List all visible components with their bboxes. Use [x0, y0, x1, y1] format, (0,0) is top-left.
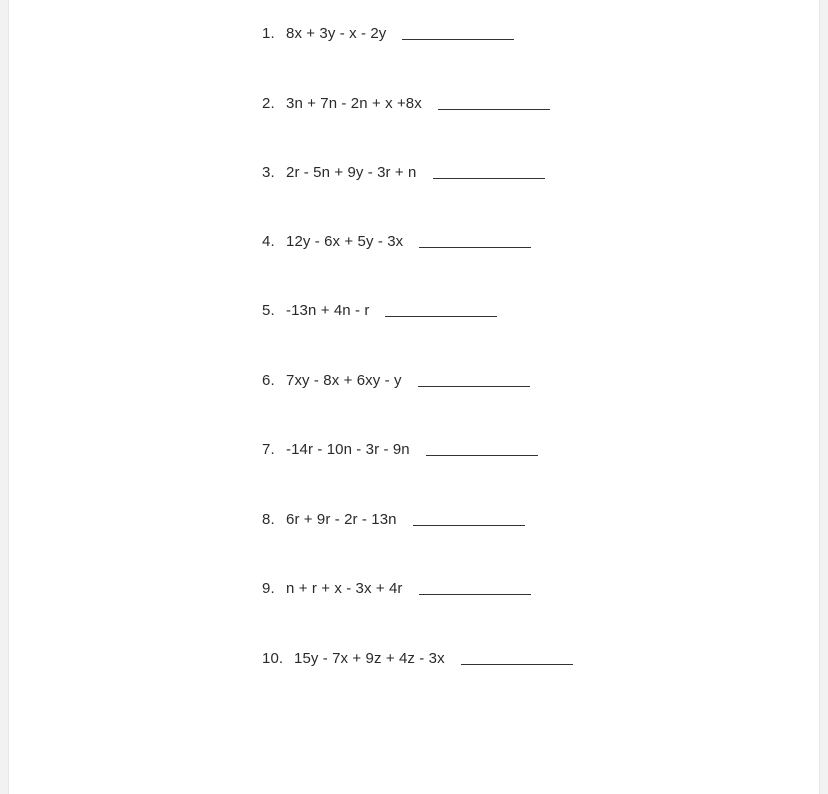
problem-number: 9. — [262, 579, 275, 597]
problem-5 — [262, 299, 497, 321]
problem-number: 10. — [262, 649, 284, 667]
problem-number: 4. — [262, 232, 275, 250]
problem-expression: n + r + x - 3x + 4r — [286, 579, 403, 597]
problem-expression: -14r - 10n - 3r - 9n — [286, 440, 410, 458]
problem-1 — [262, 22, 514, 44]
answer-blank[interactable] — [418, 386, 530, 387]
problem-10 — [262, 647, 573, 669]
problem-expression: 2r - 5n + 9y - 3r + n — [286, 163, 417, 181]
answer-blank[interactable] — [433, 178, 545, 179]
problem-expression: 15y - 7x + 9z + 4z - 3x — [294, 649, 445, 667]
problem-number: 7. — [262, 440, 275, 458]
answer-blank[interactable] — [438, 109, 550, 110]
answer-blank[interactable] — [385, 316, 497, 317]
problem-8 — [262, 508, 525, 530]
problem-number: 2. — [262, 94, 275, 112]
problem-number: 8. — [262, 510, 275, 528]
problem-expression: 7xy - 8x + 6xy - y — [286, 371, 402, 389]
answer-blank[interactable] — [426, 455, 538, 456]
problem-expression: 6r + 9r - 2r - 13n — [286, 510, 397, 528]
problem-4 — [262, 230, 531, 252]
problem-number: 3. — [262, 163, 275, 181]
problem-expression: 8x + 3y - x - 2y — [286, 24, 387, 42]
problem-number: 5. — [262, 301, 275, 319]
problem-3 — [262, 161, 545, 183]
answer-blank[interactable] — [419, 247, 531, 248]
problem-2 — [262, 92, 550, 114]
problem-9 — [262, 577, 531, 599]
answer-blank[interactable] — [402, 39, 514, 40]
page-right-margin — [819, 0, 828, 794]
page-left-margin — [0, 0, 9, 794]
problem-6 — [262, 369, 530, 391]
problem-expression: 12y - 6x + 5y - 3x — [286, 232, 404, 250]
answer-blank[interactable] — [413, 525, 525, 526]
problem-7 — [262, 438, 538, 460]
problem-number: 1. — [262, 24, 275, 42]
problem-number: 6. — [262, 371, 275, 389]
problem-expression: 3n + 7n - 2n + x +8x — [286, 94, 422, 112]
problem-expression: -13n + 4n - r — [286, 301, 370, 319]
answer-blank[interactable] — [461, 664, 573, 665]
answer-blank[interactable] — [419, 594, 531, 595]
